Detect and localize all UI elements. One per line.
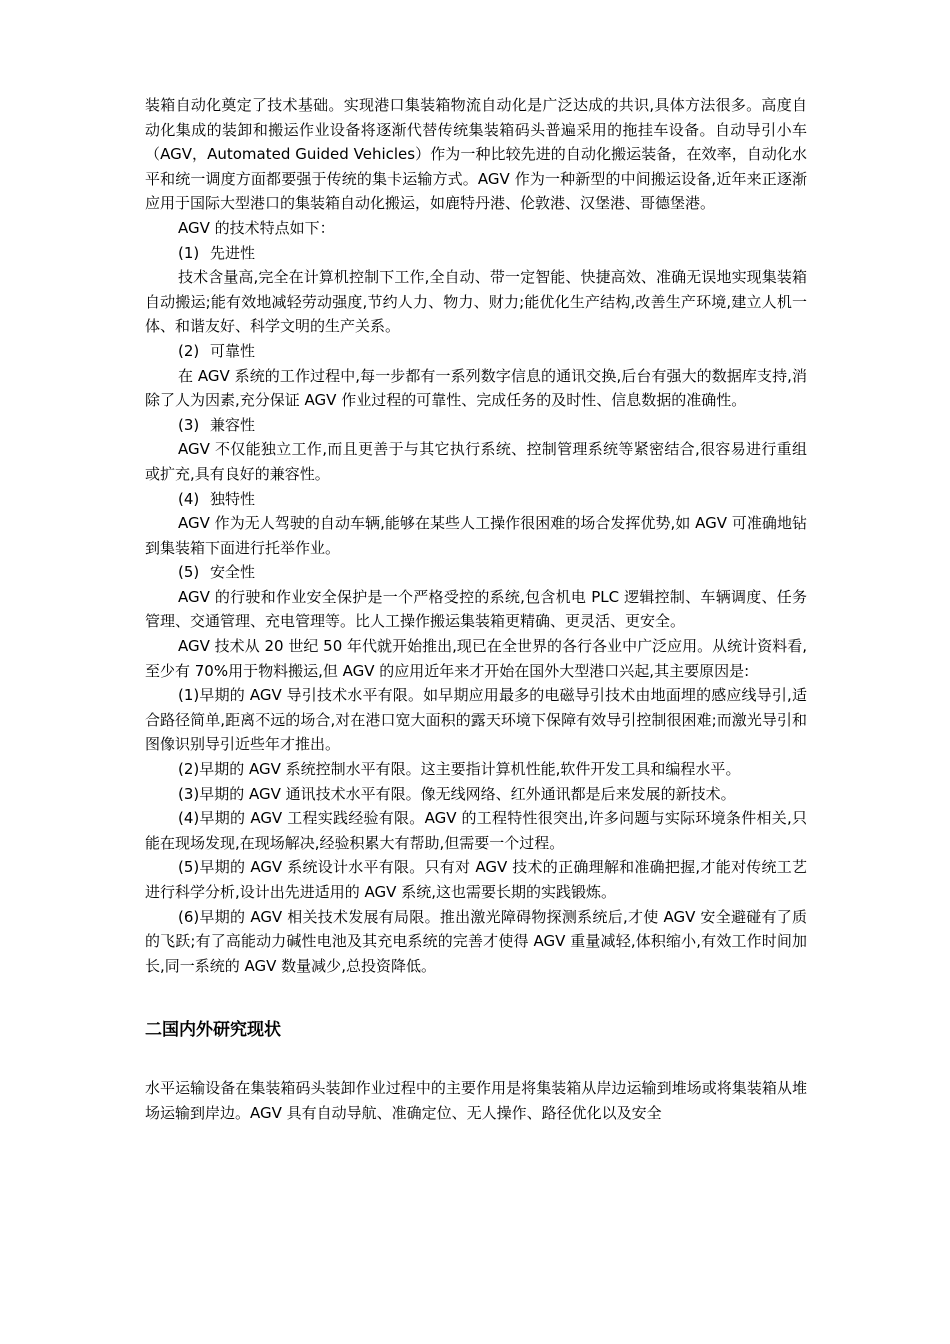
list-item-heading (145, 487, 807, 512)
paragraph-reason-5: (5)早期的 AGV 系统设计水平有限。只有对 AGV 技术的正确理解和准确把握,才能对传统工艺进行科学分析,设计出先进适用的 AGV 系统,这也需要长期的实践锻炼。 (145, 858, 807, 901)
paragraph-compatibility: AGV 不仅能独立工作,而且更善于与其它执行系统、控制管理系统等紧密结合,很容易进行重组或扩充,具有良好的兼容性。 (145, 440, 807, 483)
list-item-heading (145, 339, 807, 364)
paragraph-reason-4: (4)早期的 AGV 工程实践经验有限。AGV 的工程特性很突出,许多问题与实际环境条件相关,只能在现场发现,在现场解决,经验积累大有帮助,但需要一个过程。 (145, 809, 807, 852)
paragraph-reason-3: (3)早期的 AGV 通讯技术水平有限。像无线网络、红外通讯都是后来发展的新技术。 (178, 784, 736, 803)
list-item-heading (145, 560, 807, 585)
paragraph-intro: 装箱自动化奠定了技术基础。实现港口集装箱物流自动化是广泛达成的共识,具体方法很多。高度自动化集成的装卸和搬运作业设备将逐渐代替传统集装箱码头普遍采用的拖挂车设备。自动导引小车（AGV，Automated Guided Vehicles）作为一种比较先进的自动化搬运装备，在效率，自动化水平和统一调度方面都要强于传统的集卡运输方式。AGV 作为一种新型的中间搬运设备,近年来正逐渐应用于国际大型港口的集装箱自动化搬运，如鹿特丹港、伦敦港、汉堡港、哥德堡港。 (145, 96, 807, 213)
list-item-number: (2) (178, 341, 200, 360)
list-item-title: 安全性 (210, 563, 256, 582)
list-item-title: 先进性 (210, 243, 256, 262)
list-item-number: (5) (178, 563, 200, 582)
section-heading: 二国内外研究现状 (145, 1020, 281, 1041)
paragraph-section-body: 水平运输设备在集装箱码头装卸作业过程中的主要作用是将集装箱从岸边运输到堆场或将集装箱从堆场运输到岸边。AGV 具有自动导航、准确定位、无人操作、路径优化以及安全 (145, 1079, 807, 1122)
list-item-heading (145, 241, 807, 266)
document-body (145, 93, 807, 1126)
list-item-title: 兼容性 (210, 415, 256, 434)
list-item-title: 可靠性 (210, 341, 256, 360)
paragraph-reason-2: (2)早期的 AGV 系统控制水平有限。这主要指计算机性能,软件开发工具和编程水平。 (178, 760, 741, 779)
paragraph-safety: AGV 的行驶和作业安全保护是一个严格受控的系统,包含机电 PLC 逻辑控制、车辆调度、任务管理、交通管理、充电管理等。比人工操作搬运集装箱更精确、更灵活、更安全。 (145, 587, 807, 631)
paragraph-reason-6: (6)早期的 AGV 相关技术发展有局限。推出激光障碍物探测系统后,才使 AGV 安全避碰有了质的飞跃;有了高能动力碱性电池及其充电系统的完善才使得 AGV 重量减轻,体积缩小,有效工作时间加长,同一系统的 AGV 数量减少,总投资降低。 (145, 907, 807, 975)
paragraph-reliability: 在 AGV 系统的工作过程中,每一步都有一系列数字信息的通讯交换,后台有强大的数据库支持,消除了人为因素,充分保证 AGV 作业过程的可靠性、完成任务的及时性、信息数据的准确性。 (145, 366, 807, 410)
list-item-heading (145, 413, 807, 438)
paragraph-features-intro: AGV 的技术特点如下： (178, 218, 335, 237)
list-item-title: 独特性 (210, 489, 256, 508)
list-item-number: (3) (178, 415, 200, 434)
paragraph-reason-1: (1)早期的 AGV 导引技术水平有限。如早期应用最多的电磁导引技术由地面埋的感应线导引,适合路径简单,距离不远的场合,对在港口宽大面积的露天环境下保障有效导引控制很困难;而激光导引和图像识别导引近些年才推出。 (145, 686, 807, 754)
paragraph-advanced: 技术含量高,完全在计算机控制下工作,全自动、带一定智能、快捷高效、准确无误地实现集装箱自动搬运;能有效地减轻劳动强度,节约人力、物力、财力;能优化生产结构,改善生产环境,建立人机一体、和谐友好、科学文明的生产关系。 (145, 268, 807, 336)
paragraph-uniqueness: AGV 作为无人驾驶的自动车辆,能够在某些人工操作很困难的场合发挥优势,如 AGV 可准确地钻到集装箱下面进行托举作业。 (145, 514, 807, 557)
list-item-number: (4) (178, 489, 200, 508)
list-item-number: (1) (178, 243, 200, 262)
paragraph-history: AGV 技术从 20 世纪 50 年代就开始推出,现已在全世界的各行各业中广泛应用。从统计资料看,至少有 70%用于物料搬运,但 AGV 的应用近年来才开始在国外大型港口兴起,其主要原因是: (145, 637, 807, 680)
